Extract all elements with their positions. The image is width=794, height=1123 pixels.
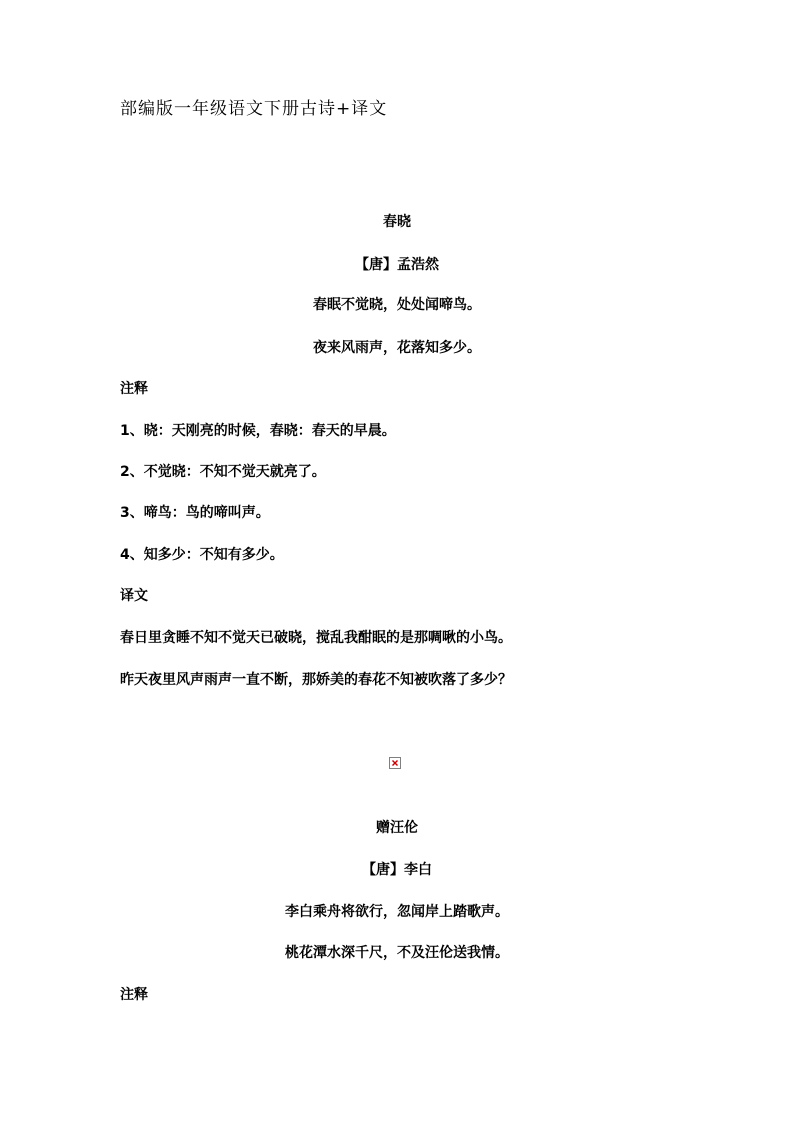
poem-author: 【唐】李白 bbox=[362, 862, 432, 878]
translation-heading: 译文 bbox=[120, 588, 148, 604]
note-item: 2、不觉晓：不知不觉天就亮了。 bbox=[120, 464, 326, 480]
broken-image-icon bbox=[389, 757, 401, 769]
document-title: 部编版一年级语文下册古诗+译文 bbox=[120, 99, 388, 119]
notes-heading: 注释 bbox=[120, 381, 148, 397]
note-item: 4、知多少：不知有多少。 bbox=[120, 547, 284, 563]
note-item: 3、啼鸟：鸟的啼叫声。 bbox=[120, 505, 270, 521]
poem-line: 夜来风雨声，花落知多少。 bbox=[313, 340, 481, 356]
notes-heading: 注释 bbox=[120, 987, 148, 1003]
poem-line: 春眠不觉晓，处处闻啼鸟。 bbox=[313, 297, 481, 313]
poem-title: 春晓 bbox=[383, 214, 411, 230]
poem-title: 赠汪伦 bbox=[376, 820, 418, 836]
poem-line: 李白乘舟将欲行，忽闻岸上踏歌声。 bbox=[285, 904, 509, 920]
note-item: 1、晓：天刚亮的时候，春晓：春天的早晨。 bbox=[120, 423, 396, 439]
poem-author: 【唐】孟浩然 bbox=[355, 257, 439, 273]
translation-line: 昨天夜里风声雨声一直不断，那娇美的春花不知被吹落了多少？ bbox=[120, 672, 512, 688]
translation-line: 春日里贪睡不知不觉天已破晓，搅乱我酣眠的是那啁啾的小鸟。 bbox=[120, 630, 512, 646]
poem-line: 桃花潭水深千尺，不及汪伦送我情。 bbox=[285, 945, 509, 961]
